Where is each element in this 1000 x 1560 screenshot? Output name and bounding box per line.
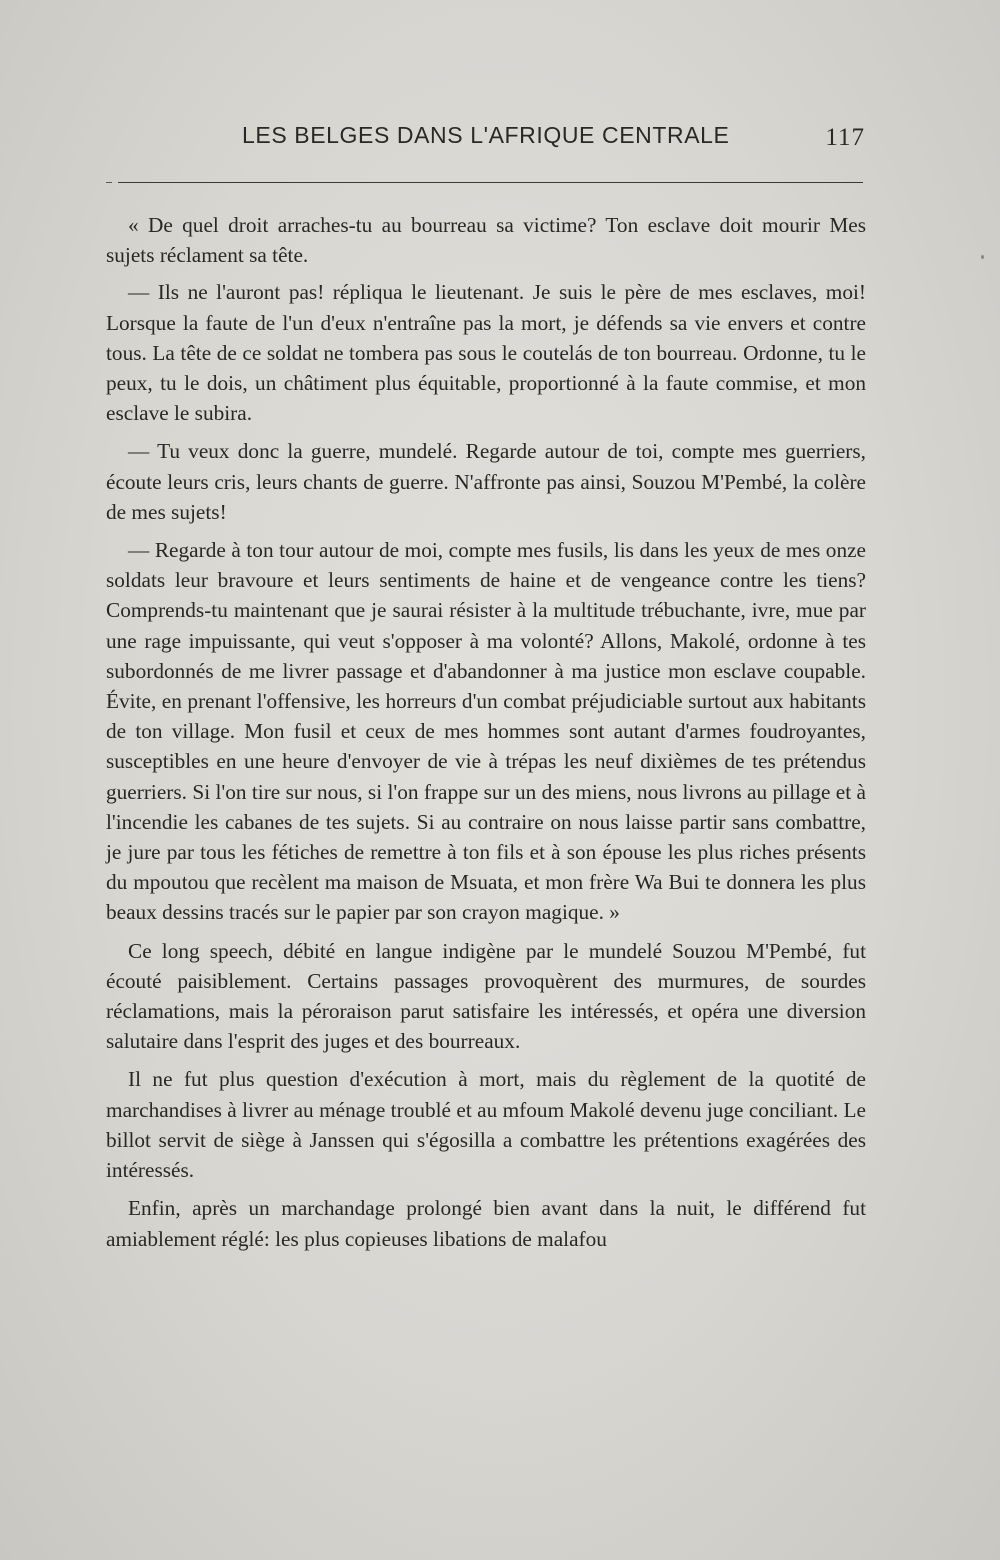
paragraph-1: « De quel droit arraches-tu au bourreau sa victime? Ton esclave doit mourir Mes sujets réclament sa tête. — [106, 213, 866, 268]
page-number: 117 — [825, 124, 865, 151]
paragraph-6: Il ne fut plus question d'exécution à mort, mais du règlement de la quotité de marchandises à livrer au ménage troublé et au mfoum Makolé devenu juge conciliant. Le billot servit de siège à Janssen qui s'égosilla a combattre les prétentions exagérées des intéressés. — [106, 1067, 866, 1183]
paragraph-3: — Tu veux donc la guerre, mundelé. Regarde autour de toi, compte mes guerriers, écoute leurs cris, leurs chants de guerre. N'affronte pas ainsi, Souzou M'Pembé, la colère de mes sujets! — [106, 439, 866, 524]
paragraph-5: Ce long speech, débité en langue indigène par le mundelé Souzou M'Pembé, fut écouté paisiblement. Certains passages provoquèrent des murmures, de sourdes réclamations, mais la péroraison parut satisfaire les intéressés, et opéra une diversion salutaire dans l'esprit des juges et des bourreaux. — [106, 938, 866, 1054]
header-rule — [118, 182, 863, 183]
paragraph-2: — Ils ne l'auront pas! répliqua le lieutenant. Je suis le père de mes esclaves, moi! Lorsque la faute de l'un d'eux n'entraîne pas la mort, je défends sa vie envers et contre tous. La tête de ce soldat ne tombera pas sous le coutelás de ton bourreau. Ordonne, tu le peux, tu le dois, un châtiment plus équitable, proportionné à la faute commise, et mon esclave le subira. — [106, 280, 866, 426]
body-text — [106, 210, 866, 1254]
paragraph-7: Enfin, après un marchandage prolongé bien avant dans la nuit, le différend fut amiablement réglé: les plus copieuses libations de malafou — [106, 1196, 866, 1251]
paper-speck — [981, 255, 984, 259]
running-title: LES BELGES DANS L'AFRIQUE CENTRALE — [242, 122, 730, 148]
running-head — [105, 122, 865, 156]
paragraph-4: — Regarde à ton tour autour de moi, compte mes fusils, lis dans les yeux de mes onze soldats leur bravoure et leurs sentiments de haine et de vengeance contre les tiens?Comprends-tu maintenant que je saurai résister à la multitude trébuchante, ivre, mue par une rage impuissante, qui veut s'opposer à ma volonté? Allons, Makolé, ordonne à tes subordonnés de me livrer passage et d'abandonner à ma justice mon esclave coupable. Évite, en prenant l'offensive, les horreurs d'un combat préjudiciable surtout aux habitants de ton village. Mon fusil et ceux de mes hommes sont autant d'armes foudroyantes, susceptibles en une heure d'envoyer de vie à trépas les neuf dixièmes de tes prétendus guerriers. Si l'on tire sur nous, si l'on frappe sur un des miens, nous livrons au pillage et à l'incendie les cabanes de tes sujets. Si au contraire on nous laisse partir sans combattre, je jure par tous les fétiches de remettre à ton fils et à son épouse les plus riches présents du mpoutou que recèlent ma maison de Msuata, et mon frère Wa Bui te donnera les plus beaux dessins tracés sur le papier par son crayon magique. » — [106, 538, 866, 925]
header-rule-tick — [106, 182, 112, 183]
